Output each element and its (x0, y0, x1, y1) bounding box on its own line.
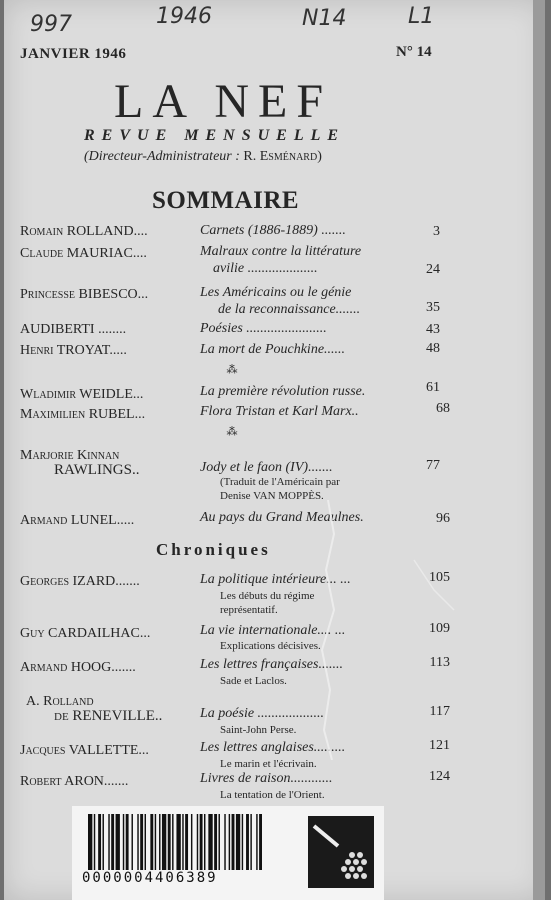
barcode-bar (191, 814, 192, 870)
magazine-title: LA NEF (114, 75, 333, 128)
barcode (88, 814, 306, 872)
barcode-bar (176, 814, 180, 870)
toc-page: 117 (429, 704, 450, 719)
toc-title: Livres de raison............ (200, 771, 333, 786)
toc-author: AUDIBERTI ........ (20, 322, 127, 337)
toc-page: 124 (429, 769, 450, 784)
toc-title: Flora Tristan et Karl Marx.. (200, 404, 359, 419)
toc-page: 121 (429, 738, 450, 753)
toc-author: Romain ROLLAND.... (20, 224, 148, 239)
chroniques-heading: Chroniques (156, 540, 271, 559)
toc-author: Princesse BIBESCO... (20, 287, 149, 302)
toc-title: La première révolution russe. (200, 384, 366, 399)
barcode-bar (103, 814, 104, 870)
toc-title: La vie internationale.... ... (200, 623, 346, 638)
barcode-bar (229, 814, 230, 870)
issue-number: N° 14 (396, 44, 432, 60)
toc-page: 109 (429, 621, 450, 636)
barcode-bar (116, 814, 120, 870)
page (4, 0, 545, 900)
toc-title: La politique intérieure... ... (200, 572, 351, 587)
toc-author: A. Rolland (26, 694, 94, 709)
toc-author: Armand HOOG....... (20, 660, 136, 675)
toc-author: Jacques VALLETTE... (20, 743, 149, 758)
toc-note: Saint-John Perse. (220, 724, 297, 736)
barcode-bar (88, 814, 92, 870)
toc-note: représentatif. (220, 604, 278, 616)
barcode-bar (197, 814, 198, 870)
toc-title: Carnets (1886-1889) ....... (200, 223, 346, 238)
toc-author-cont: de RENEVILLE.. (54, 708, 163, 724)
toc-title: Jody et le faon (IV)....... (200, 460, 333, 475)
toc-title: Les lettres françaises....... (200, 657, 343, 672)
library-logo-icon (308, 816, 374, 888)
director-label: (Directeur-Administrateur : (84, 149, 240, 164)
barcode-bar (242, 814, 243, 870)
toc-page: 113 (429, 655, 450, 670)
barcode-bar (214, 814, 217, 870)
barcode-bar (111, 814, 114, 870)
toc-title: Les lettres anglaises......... (200, 740, 346, 755)
toc-author: Georges IZARD....... (20, 574, 140, 589)
toc-title-cont: avilie .................... (213, 261, 318, 276)
toc-title: La mort de Pouchkine...... (200, 342, 346, 357)
barcode-bar (94, 814, 95, 870)
handwritten-note-4: L1 (408, 4, 435, 29)
barcode-bar (162, 814, 166, 870)
toc-page: 24 (426, 262, 440, 277)
toc-note: Sade et Laclos. (220, 675, 287, 687)
ornament-asterism: ⁂ (226, 364, 238, 376)
toc-author: Armand LUNEL..... (20, 513, 135, 528)
toc-author: Henri TROYAT..... (20, 343, 127, 358)
toc-note: Explications décisives. (220, 640, 321, 652)
toc-author-cont: RAWLINGS.. (54, 462, 140, 478)
toc-author: Claude MAURIAC.... (20, 246, 147, 261)
magazine-subtitle: REVUE MENSUELLE (84, 127, 346, 144)
barcode-bar (137, 814, 138, 870)
barcode-bar (126, 814, 129, 870)
barcode-sticker (72, 806, 384, 900)
barcode-bar (132, 814, 133, 870)
toc-title: La poésie ................... (200, 706, 325, 721)
barcode-bar (246, 814, 249, 870)
toc-title: Malraux contre la littérature (200, 244, 362, 259)
barcode-bar (108, 814, 109, 870)
barcode-bar (236, 814, 240, 870)
issue-date: JANVIER 1946 (20, 46, 127, 62)
handwritten-note-3: N14 (302, 6, 347, 31)
toc-page: 3 (433, 224, 440, 239)
ornament-asterism: ⁂ (226, 426, 238, 438)
barcode-bar (172, 814, 173, 870)
barcode-bar (256, 814, 257, 870)
barcode-bar (208, 814, 212, 870)
barcode-bar (150, 814, 153, 870)
barcode-bar (182, 814, 183, 870)
handwritten-note-2: 1946 (156, 4, 212, 29)
toc-page: 68 (436, 401, 450, 416)
handwritten-note-1: 997 (30, 12, 72, 37)
toc-author: Robert ARON....... (20, 774, 129, 789)
barcode-digits: 0000004406389 (82, 870, 218, 886)
toc-note: Les débuts du régime (220, 590, 315, 602)
barcode-bar (140, 814, 143, 870)
toc-author: Maximilien RUBEL... (20, 407, 146, 422)
toc-author: Marjorie Kinnan (20, 448, 120, 463)
director-line (84, 149, 322, 165)
toc-page: 96 (436, 511, 450, 526)
toc-note: Le marin et l'écrivain. (220, 758, 317, 770)
barcode-bar (200, 814, 203, 870)
barcode-bar (204, 814, 205, 870)
toc-author: Guy CARDAILHAC... (20, 626, 151, 641)
toc-note: Denise VAN MOPPÈS. (220, 490, 324, 502)
toc-title: Au pays du Grand Meaulnes. (200, 510, 364, 525)
toc-title: Poésies ....................... (200, 321, 327, 336)
sommaire-heading: SOMMAIRE (152, 187, 300, 214)
toc-title-cont: de la reconnaissance....... (218, 302, 361, 317)
toc-title: Les Américains ou le génie (200, 285, 352, 300)
barcode-bar (98, 814, 101, 870)
barcode-bar (155, 814, 156, 870)
barcode-bar (259, 814, 262, 870)
toc-page: 43 (426, 322, 440, 337)
page-edge (533, 0, 545, 900)
toc-page: 48 (426, 341, 440, 356)
paper-crack (304, 500, 464, 760)
toc-page: 35 (426, 300, 440, 315)
barcode-bar (224, 814, 225, 870)
barcode-bar (123, 814, 124, 870)
barcode-bar (168, 814, 171, 870)
barcode-bar (232, 814, 235, 870)
toc-page: 77 (426, 458, 440, 473)
director-name: R. Esménard) (243, 149, 322, 164)
barcode-bar (159, 814, 160, 870)
barcode-bar (145, 814, 146, 870)
toc-author: Wladimir WEIDLE... (20, 387, 144, 402)
barcode-bar (219, 814, 220, 870)
barcode-bar (250, 814, 251, 870)
toc-note: La tentation de l'Orient. (220, 789, 325, 801)
toc-note: (Traduit de l'Américain par (220, 476, 340, 488)
barcode-bar (185, 814, 188, 870)
toc-page: 61 (426, 380, 440, 395)
toc-page: 105 (429, 570, 450, 585)
